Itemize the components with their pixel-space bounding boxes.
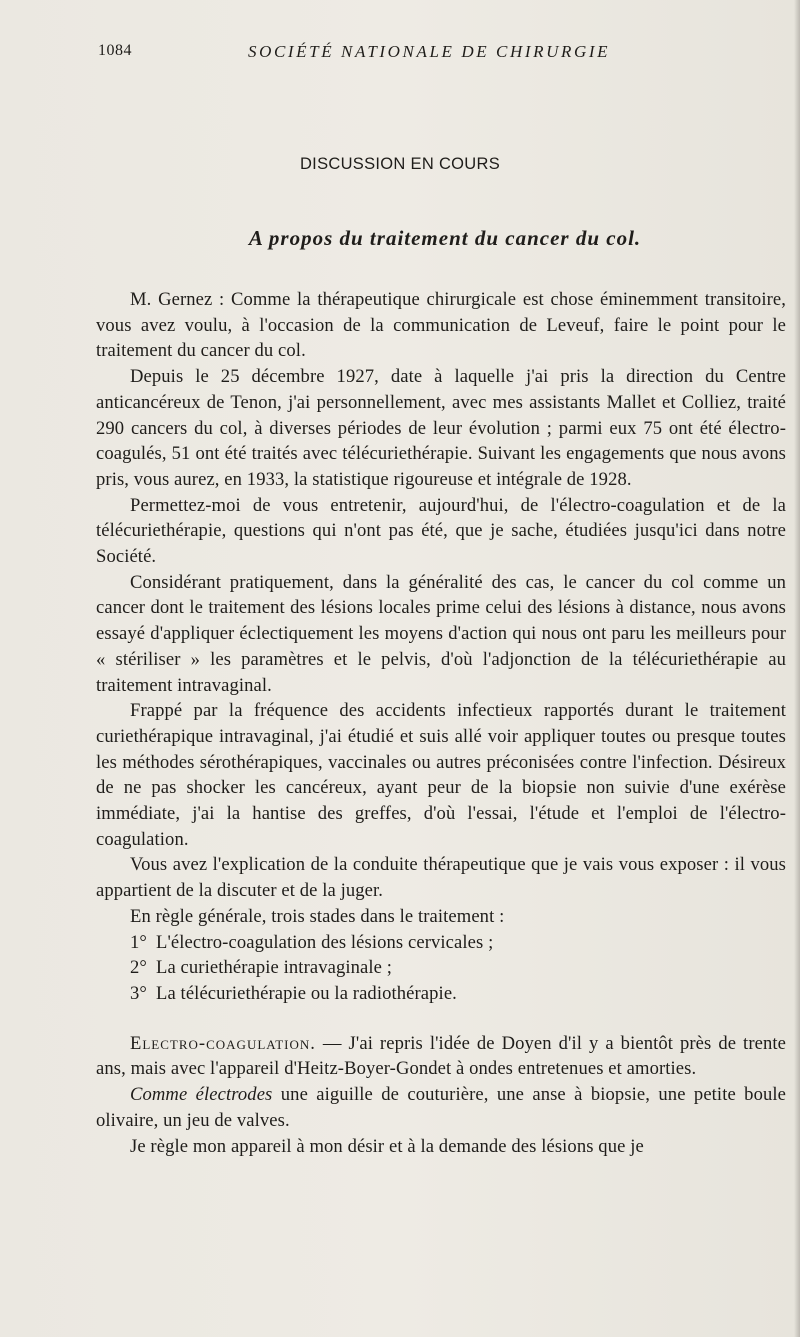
body-text — [96, 287, 786, 1159]
list-item-text: La télécuriethérapie ou la radiothérapie. — [156, 982, 457, 1004]
paragraph-5: Frappé par la fréquence des accidents infectieux rapportés durant le traitement curiethérapique intravaginal, j'ai étudié et suis allé voir appliquer toutes ou presque toutes les méthodes sérothérapiques, vaccinales ou autres préconisées contre l'infection. Désireux de ne pas shocker les cancéreux, ayant peur de la biopsie non suivie d'une exérèse immédiate, j'ai la hantise des greffes, d'où l'essai, l'étude et l'emploi de l'électro-coagulation. — [96, 700, 786, 850]
electro-paragraph-2 — [96, 1082, 786, 1133]
list-item — [96, 955, 786, 981]
paragraph-7: En règle générale, trois stades dans le traitement : — [130, 905, 505, 927]
paragraph-3: Permettez-moi de vous entretenir, aujourd'hui, de l'électro-coagulation et de la télécuriethérapie, questions qui n'ont pas été, que je sache, étudiées jusqu'ici dans notre Société. — [96, 494, 786, 568]
section-heading: DISCUSSION EN COURS — [299, 155, 501, 173]
list-item-text: L'électro-coagulation des lésions cervicales ; — [156, 931, 494, 953]
list-item — [96, 930, 786, 956]
section-spacer — [96, 1007, 786, 1031]
running-head — [98, 42, 788, 66]
list-marker: 3° — [130, 982, 147, 1004]
electro-heading: Electro-coagulation. — [130, 1032, 316, 1054]
paragraph-6: Vous avez l'explication de la conduite thérapeutique que je vais vous exposer : il vous appartient de la discuter et de la juger. — [96, 854, 786, 902]
article-title: A propos du traitement du cancer du col. — [248, 226, 642, 250]
list-item — [96, 981, 786, 1007]
electrodes-label: Comme électrodes — [130, 1084, 273, 1106]
electro-paragraph-1 — [96, 1031, 786, 1082]
paragraph-2: Depuis le 25 décembre 1927, date à laquelle j'ai pris la direction du Centre anticancéreux de Tenon, j'ai personnellement, avec mes assistants Mallet et Colliez, traité 290 cancers du col, à diverses périodes de leur évolution ; parmi eux 75 ont été électro-coagulés, 51 ont été traités avec télécuriethérapie. Suivant les engagements que nous avons pris, vous aurez, en 1933, la statistique rigoureuse et intégrale de 1928. — [96, 366, 786, 490]
paragraph-1: M. Gernez : Comme la thérapeutique chirurgicale est chose éminemment transitoire, vous avez voulu, à l'occasion de la communication de Leveuf, faire le point pour le traitement du cancer du col. — [96, 289, 786, 362]
list-marker: 2° — [130, 957, 147, 979]
stages-list — [96, 930, 786, 1007]
electro-paragraph-3: Je règle mon appareil à mon désir et à la demande des lésions que je — [130, 1135, 644, 1157]
list-item-text: La curiethérapie intravaginale ; — [156, 957, 393, 979]
paragraph-4: Considérant pratiquement, dans la généralité des cas, le cancer du col comme un cancer dont le traitement des lésions locales prime celui des lésions à distance, nous avons essayé d'appliquer éclectiquement les moyens d'action qui nous ont paru les meilleurs pour « stériliser » les paramètres et le pelvis, d'où l'adjonction de la télécuriethérapie au traitement intravaginal. — [96, 571, 786, 696]
page-edge-shadow — [794, 0, 800, 1337]
page-number: 1084 — [98, 42, 132, 59]
electro-paragraph-2-text: une aiguille de couturière, une anse à biopsie, une petite boule olivaire, un jeu de valves. — [96, 1084, 786, 1131]
list-marker: 1° — [130, 931, 147, 953]
journal-title: SOCIÉTÉ NATIONALE DE CHIRURGIE — [248, 42, 611, 61]
electro-paragraph-1-text: — J'ai repris l'idée de Doyen d'il y a bientôt près de trente ans, mais avec l'appareil d'Heitz-Boyer-Gondet à ondes entretenues et amorties. — [96, 1032, 786, 1080]
